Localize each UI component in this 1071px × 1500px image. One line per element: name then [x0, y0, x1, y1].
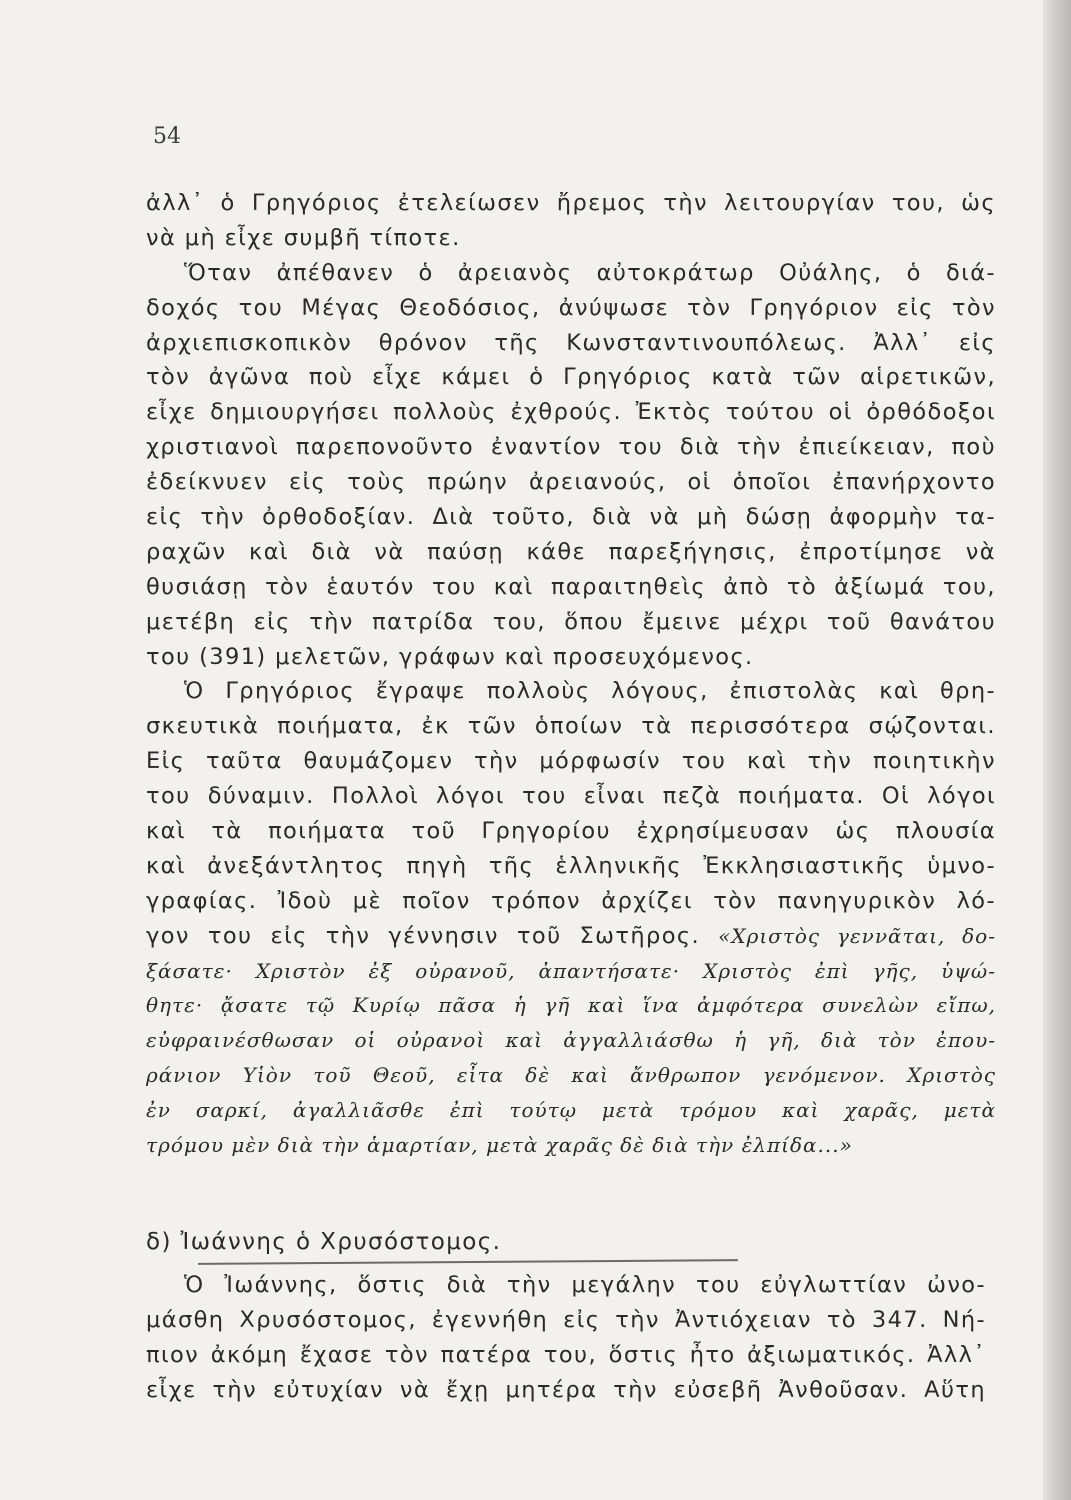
text-line: τὸν ἀγῶνα ποὺ εἶχε κάμει ὁ Γρηγόριος κατὰ τῶν αἱρετικῶν,: [146, 364, 996, 391]
text-line: του (391) μελετῶν, γράφων καὶ προσευχόμενος.: [146, 643, 754, 670]
section-text: [146, 1268, 986, 1408]
text-line: ἐδείκνυεν εἰς τοὺς πρώην ἀρειανούς, οἱ ὁποῖοι ἐπανήρχοντο: [146, 469, 996, 496]
main-text: [146, 186, 996, 1163]
quote-line: ράνιον Υἱὸν τοῦ Θεοῦ, εἶτα δὲ καὶ ἄνθρωπον γενόμενον. Χριστὸς: [146, 1063, 996, 1088]
text-line: μετέβη εἰς τὴν πατρίδα του, ὅπου ἔμεινε μέχρι τοῦ θανάτου: [146, 608, 996, 635]
page-binding-edge: [1043, 0, 1071, 1500]
text-line: εἰς τὴν ὀρθοδοξίαν. Διὰ τοῦτο, διὰ νὰ μὴ δώσῃ ἀφορμὴν τα-: [146, 504, 996, 531]
quote-segment: «Χριστὸς γεννᾶται, δο-: [718, 923, 996, 948]
text-line: ἀλλ᾽ ὁ Γρηγόριος ἐτελείωσεν ἤρεμος τὴν λειτουργίαν του, ὡς: [146, 190, 996, 216]
text-line: σκευτικὰ ποιήματα, ἐκ τῶν ὁποίων τὰ περισσότερα σῴζονται.: [146, 713, 996, 740]
quote-line: ἐν σαρκί, ἀγαλλιᾶσθε ἐπὶ τούτῳ μετὰ τρόμου καὶ χαρᾶς, μετὰ: [146, 1098, 996, 1123]
text-line: δοχός του Μέγας Θεοδόσιος, ἀνύψωσε τὸν Γρηγόριον εἰς τὸν: [146, 294, 996, 321]
text-line: Ὁ Γρηγόριος ἔγραψε πολλοὺς λόγους, ἐπιστολὰς καὶ θρη-: [184, 678, 996, 705]
quote-line: τρόμου μὲν διὰ τὴν ἁμαρτίαν, μετὰ χαρᾶς δὲ διὰ τὴν ἐλπίδα...»: [146, 1133, 853, 1158]
text-line: πιον ἀκόμη ἔχασε τὸν πατέρα του, ὅστις ἦτο ἀξιωματικός. Ἀλλ᾽: [146, 1341, 986, 1368]
text-line: εἶχε τὴν εὐτυχίαν νὰ ἔχῃ μητέρα τὴν εὐσεβῆ Ἀνθοῦσαν. Αὕτη: [146, 1376, 986, 1403]
text-line-quote-start: [146, 919, 996, 954]
text-segment: γον του εἰς τὴν γέννησιν τοῦ Σωτῆρος.: [146, 922, 719, 949]
quote-line: θητε· ᾄσατε τῷ Κυρίῳ πᾶσα ἡ γῆ καὶ ἵνα ἀμφότερα συνελὼν εἴπω,: [146, 993, 996, 1018]
page-number: 54: [153, 124, 181, 149]
text-line: ραχῶν καὶ διὰ νὰ παύσῃ κάθε παρεξήγησις, ἐπροτίμησε νὰ: [146, 538, 996, 565]
text-line: μάσθη Χρυσόστομος, ἐγεννήθη εἰς τὴν Ἀντιόχειαν τὸ 347. Νή-: [146, 1306, 986, 1333]
quote-line: ξάσατε· Χριστὸν ἐξ οὐρανοῦ, ἀπαντήσατε· Χριστὸς ἐπὶ γῆς, ὑψώ-: [146, 958, 996, 983]
text-line: καὶ ἀνεξάντλητος πηγὴ τῆς ἑλληνικῆς Ἐκκλησιαστικῆς ὑμνο-: [146, 852, 996, 879]
section-heading: [146, 1225, 501, 1259]
text-line: ἀρχιεπισκοπικὸν θρόνον τῆς Κωνσταντινουπόλεως. Ἀλλ᾽ εἰς: [146, 329, 996, 356]
text-line: Ὅταν ἀπέθανεν ὁ ἀρειανὸς αὐτοκράτωρ Οὐάλης, ὁ διά-: [184, 259, 996, 286]
text-line: θυσιάσῃ τὸν ἑαυτόν του καὶ παραιτηθεὶς ἀπὸ τὸ ἀξίωμά του,: [146, 573, 996, 600]
text-line: νὰ μὴ εἶχε συμβῆ τίποτε.: [146, 224, 461, 251]
text-line: Ὁ Ἰωάννης, ὅστις διὰ τὴν μεγάλην του εὐγλωττίαν ὠνο-: [184, 1272, 986, 1298]
text-line: Εἰς ταῦτα θαυμάζομεν τὴν μόρφωσίν του καὶ τὴν ποιητικὴν: [146, 748, 996, 775]
text-line: του δύναμιν. Πολλοὶ λόγοι του εἶναι πεζὰ ποιήματα. Οἱ λόγοι: [146, 783, 996, 810]
text-line: καὶ τὰ ποιήματα τοῦ Γρηγορίου ἐχρησίμευσαν ὡς πλουσία: [146, 818, 996, 845]
section-heading-text: δ) Ἰωάννης ὁ Χρυσόστομος.: [146, 1229, 502, 1255]
text-line: εἶχε δημιουργήσει πολλοὺς ἐχθρούς. Ἐκτὸς τούτου οἱ ὀρθόδοξοι: [146, 399, 996, 426]
heading-underline: [198, 1259, 738, 1265]
text-line: χριστιανοὶ παρεπονοῦντο ἐναντίον του διὰ τὴν ἐπιείκειαν, ποὺ: [146, 434, 996, 461]
quote-line: εὐφραινέσθωσαν οἱ οὐρανοὶ καὶ ἀγγαλλιάσθω ἡ γῆ, διὰ τὸν ἐπου-: [146, 1028, 996, 1053]
text-line: γραφίας. Ἰδοὺ μὲ ποῖον τρόπον ἀρχίζει τὸν πανηγυρικὸν λό-: [146, 887, 996, 914]
